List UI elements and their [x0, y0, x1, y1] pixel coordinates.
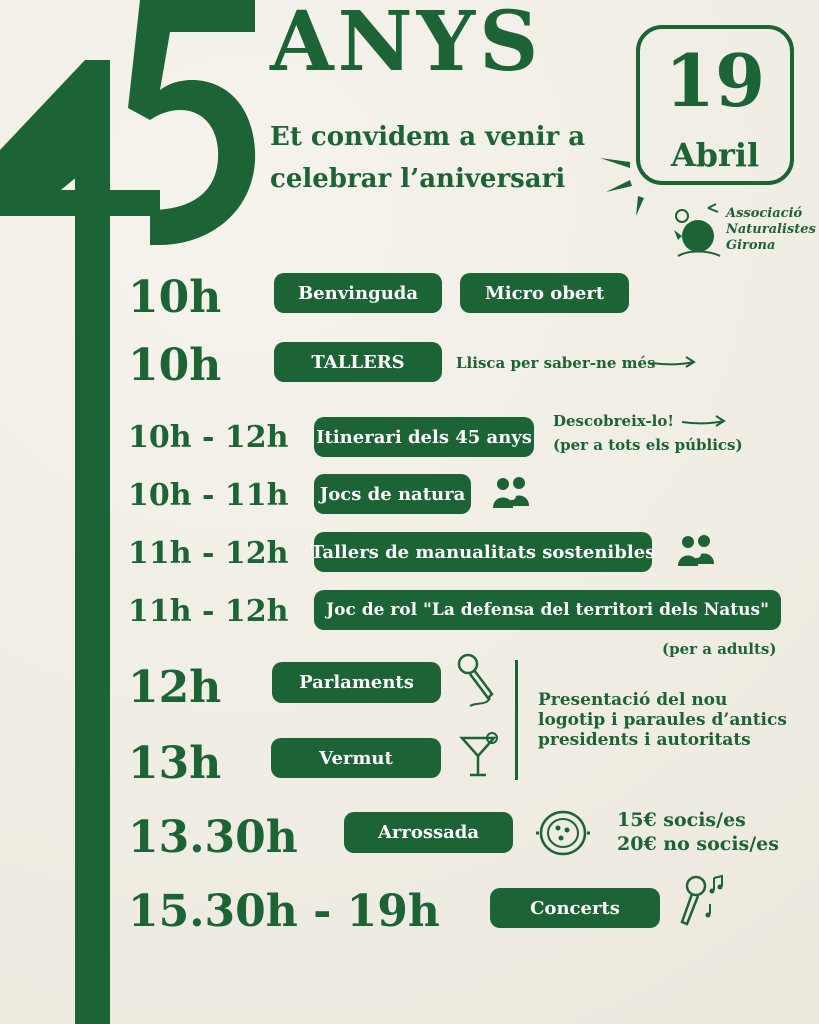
arrow-right-icon [650, 355, 698, 371]
logo-text [726, 206, 816, 254]
jocs-natura-pill: Jocs de natura [314, 474, 471, 514]
anys-title: ANYS [270, 0, 543, 90]
itinerari-pill: Itinerari dels 45 anys [314, 417, 534, 457]
price-members: 15€ socis/es [617, 809, 746, 831]
time-11h-12h: 11h - 12h [128, 536, 289, 571]
hedgehog-logo-icon [668, 200, 724, 260]
paella-icon [534, 806, 592, 860]
price-note [617, 808, 779, 856]
price-non-members: 20€ no socis/es [617, 833, 779, 855]
date-month: Abril [670, 136, 760, 174]
arrow-right-icon [680, 414, 728, 430]
sunburst-icon [596, 150, 646, 220]
date-box [636, 25, 794, 185]
presentation-note-line-1: Presentació del nou [538, 690, 728, 710]
time-13-30h: 13.30h [128, 812, 298, 863]
time-10h: 10h [128, 272, 222, 323]
concerts-pill: Concerts [490, 888, 660, 928]
divider-line [515, 660, 518, 780]
slide-note: Llisca per saber-ne més [456, 354, 656, 372]
invitation-text [270, 116, 585, 200]
presentation-note-line-3: presidents i autoritats [538, 730, 751, 750]
time-13h: 13h [128, 738, 222, 789]
parlaments-pill: Parlaments [272, 662, 441, 703]
time-10h-12h: 10h - 12h [128, 420, 289, 455]
joc-rol-pill: Joc de rol "La defensa del territori dels Natus" [314, 590, 781, 630]
all-public-note: (per a tots els públics) [553, 436, 743, 454]
time-10h-tallers: 10h [128, 340, 222, 391]
family-icon [676, 534, 716, 568]
time-12h: 12h [128, 662, 222, 713]
invitation-line-2: celebrar l’aniversari [270, 164, 566, 194]
invitation-line-1: Et convidem a venir a [270, 122, 586, 152]
adults-note: (per a adults) [662, 640, 777, 658]
tallers-pill: TALLERS [274, 342, 442, 382]
date-day: 19 [664, 38, 766, 123]
association-logo [668, 200, 816, 260]
vermut-pill: Vermut [271, 738, 441, 778]
manualitats-pill: Tallers de manualitats sostenibles [314, 532, 652, 572]
time-15-30h-19h: 15.30h - 19h [128, 886, 440, 937]
cocktail-icon [458, 732, 502, 778]
discover-note: Descobreix-lo! [553, 412, 674, 430]
benvinguda-pill: Benvinguda [274, 273, 442, 313]
logo-line-2: Naturalistes [726, 222, 816, 237]
arrossada-pill: Arrossada [344, 812, 513, 853]
presentation-note [538, 690, 787, 750]
time-11h-12h-rol: 11h - 12h [128, 594, 289, 629]
time-10h-11h: 10h - 11h [128, 478, 289, 513]
microphone-icon [456, 652, 500, 710]
singer-icon [676, 872, 728, 928]
presentation-note-line-2: logotip i paraules d’antics [538, 710, 787, 730]
family-icon [491, 476, 531, 510]
micro-obert-pill: Micro obert [460, 273, 629, 313]
logo-line-3: Girona [726, 238, 776, 253]
logo-line-1: Associació [726, 206, 803, 221]
